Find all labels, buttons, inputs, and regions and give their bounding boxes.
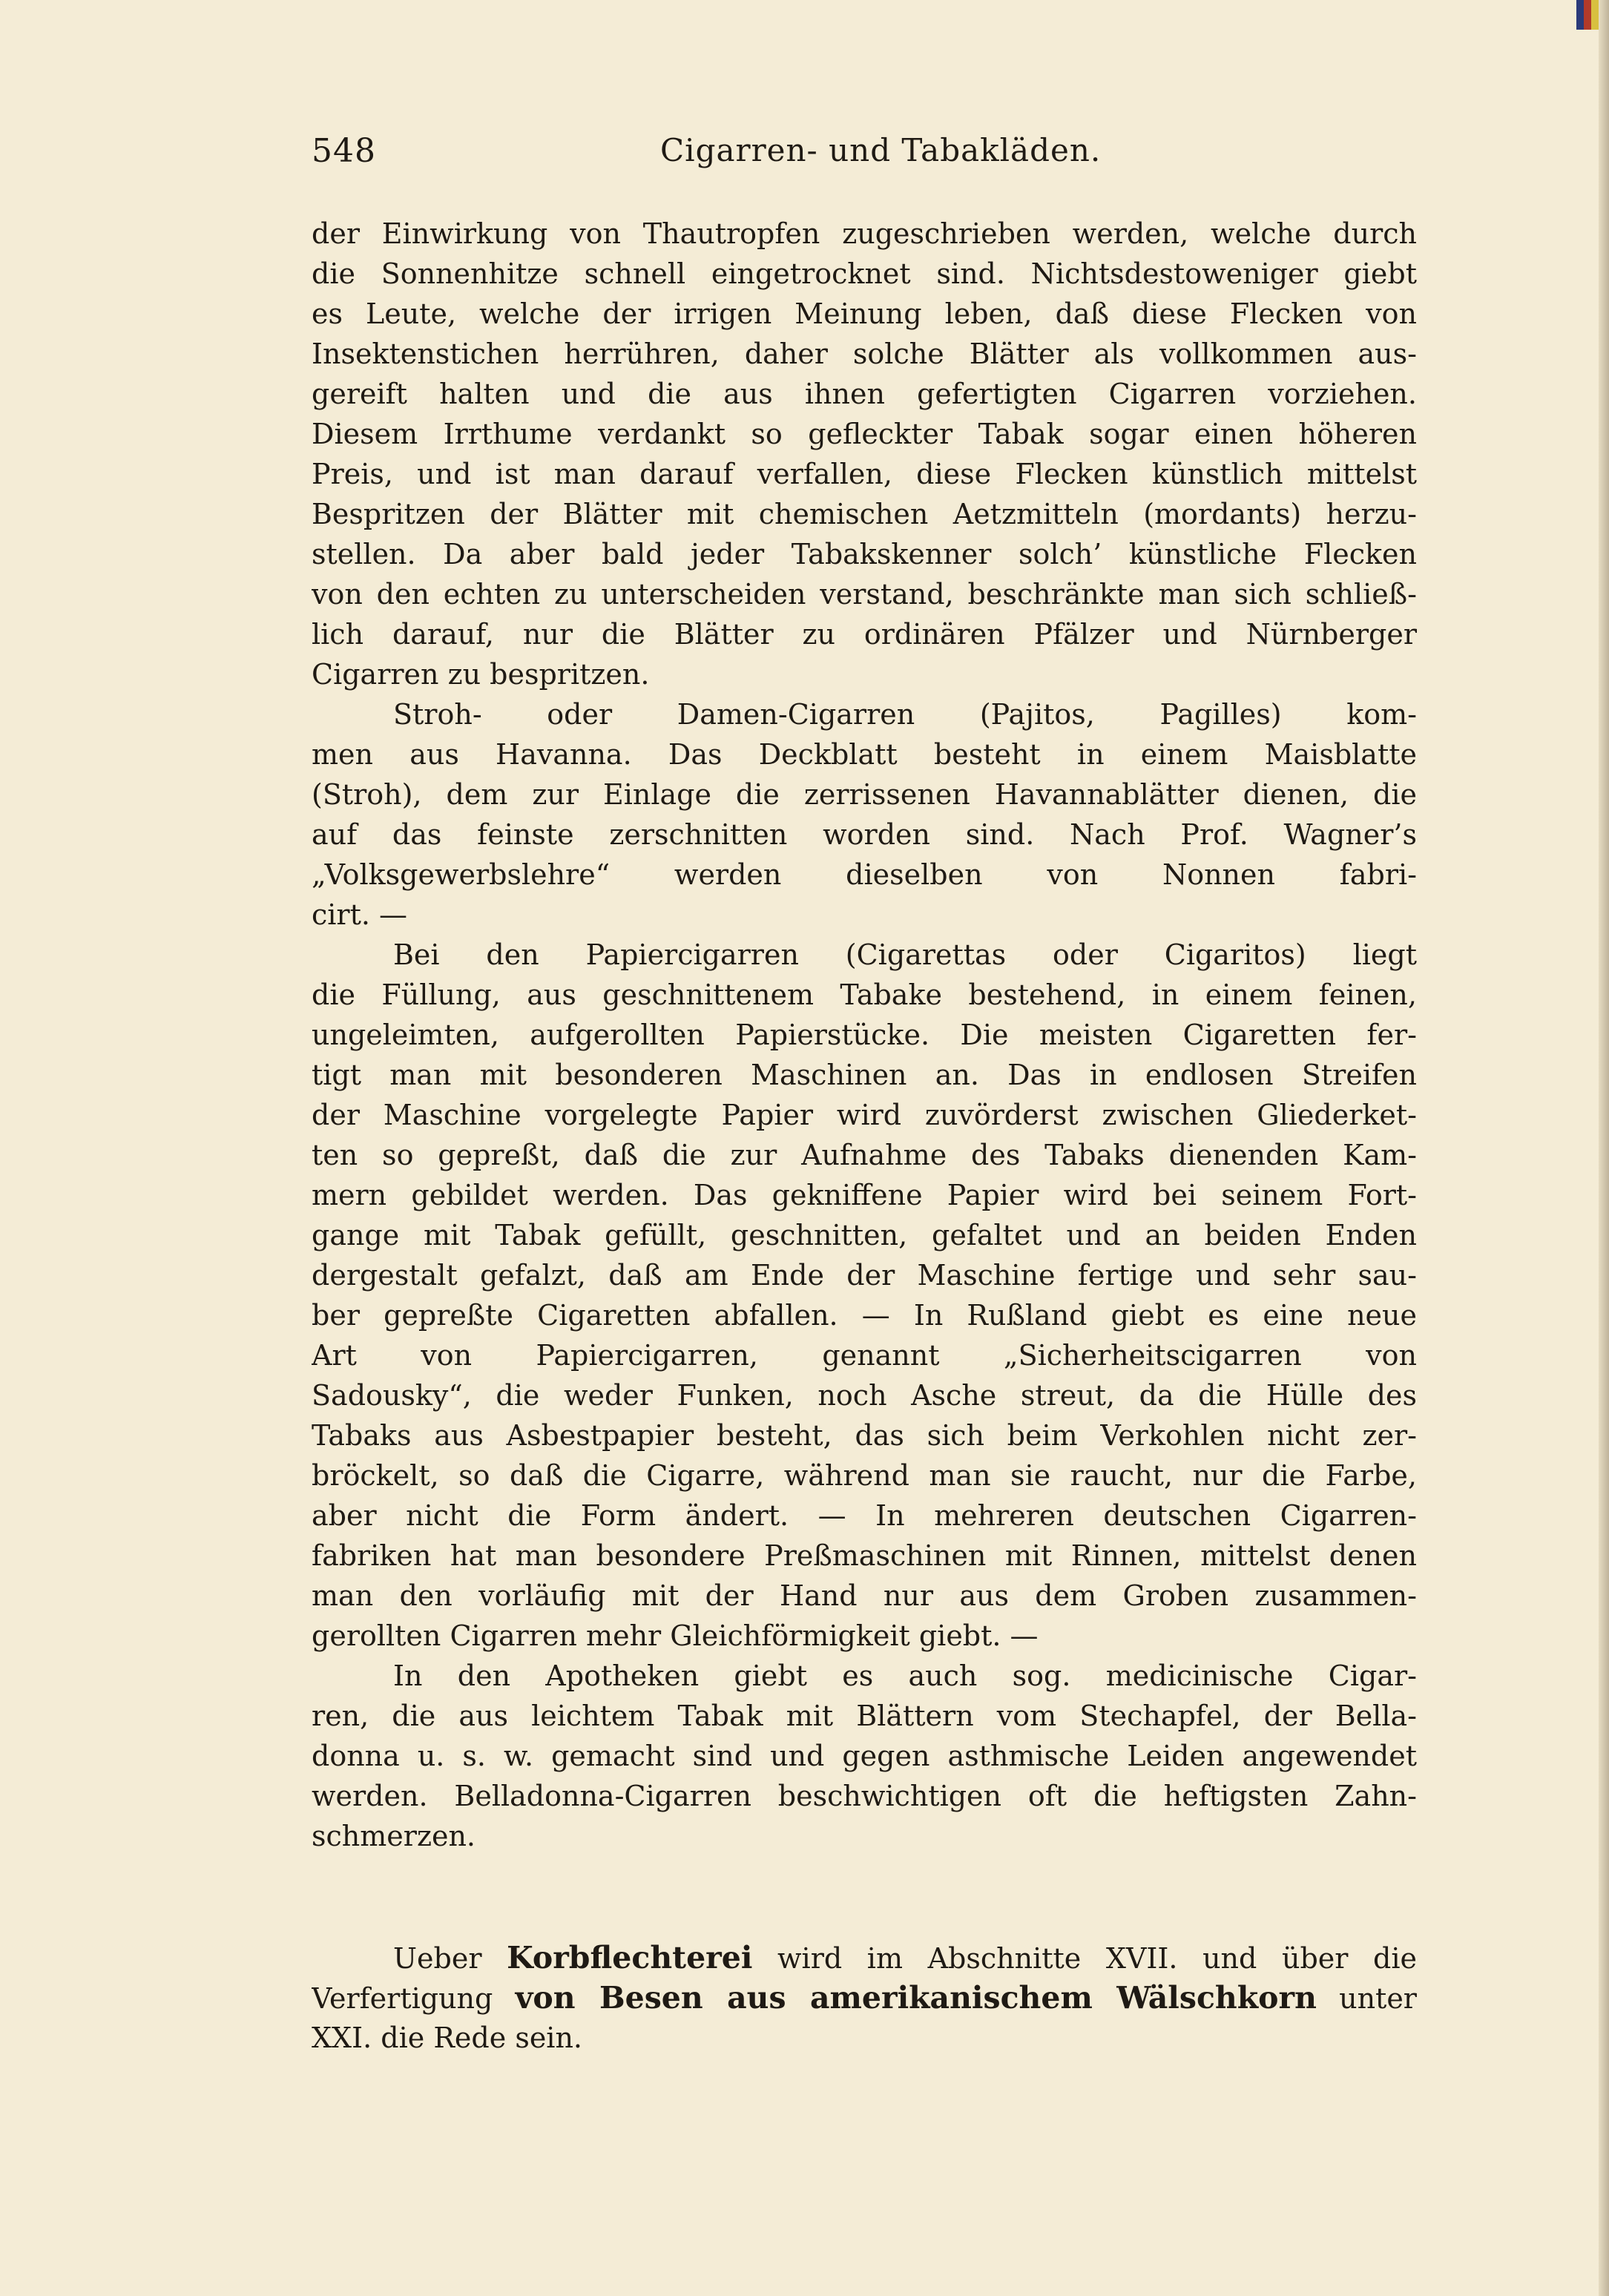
text-line: man den vorläufig mit der Hand nur aus dem Groben zusammen- <box>312 1579 1417 1612</box>
text-line: dergestalt gefalzt, daß am Ende der Maschine fertige und sehr sau- <box>312 1259 1417 1292</box>
note-line <box>312 1938 1417 1978</box>
note-text: wird im Abschnitte XVII. und über die <box>752 1942 1417 1975</box>
text-line: werden. Belladonna-Cigarren beschwichtigen oft die heftigsten Zahn- <box>312 1780 1417 1812</box>
note-emphasis: Korbflechterei <box>507 1940 753 1976</box>
text-line: Bei den Papiercigarren (Cigarettas oder Cigaritos) liegt <box>393 938 1417 971</box>
text-line: ber gepreßte Cigaretten abfallen. — In Rußland giebt es eine neue <box>312 1299 1417 1332</box>
text-line: fabriken hat man besondere Preßmaschinen mit Rinnen, mittelst denen <box>312 1539 1417 1572</box>
text-line: Cigarren zu bespritzen. <box>312 658 650 691</box>
body-text <box>312 214 1417 2058</box>
text-line: von den echten zu unterscheiden verstand, beschränkte man sich schließ- <box>312 578 1417 611</box>
text-line: es Leute, welche der irrigen Meinung leben, daß diese Flecken von <box>312 297 1417 330</box>
paragraph <box>312 214 1417 694</box>
text-line: (Stroh), dem zur Einlage die zerrissenen Havannablätter dienen, die <box>312 778 1417 811</box>
text-line: ren, die aus leichtem Tabak mit Blättern vom Stechapfel, der Bella- <box>312 1700 1417 1732</box>
text-line: Art von Papiercigarren, genannt „Sicherheitscigarren von <box>312 1339 1417 1372</box>
text-line: Bespritzen der Blätter mit chemischen Aetzmitteln (mordants) herzu- <box>312 498 1417 530</box>
note-line <box>312 1978 1417 2018</box>
paragraph <box>312 935 1417 1656</box>
text-line: Stroh- oder Damen-Cigarren (Pajitos, Pagilles) kom- <box>393 698 1417 731</box>
text-line: Preis, und ist man darauf verfallen, diese Flecken künstlich mittelst <box>312 458 1417 490</box>
text-line: cirt. — <box>312 898 408 931</box>
color-calibration-bar <box>1576 0 1599 30</box>
page-edge <box>1599 0 1609 2296</box>
text-line: In den Apotheken giebt es auch sog. medicinische Cigar- <box>393 1659 1417 1692</box>
text-line: donna u. s. w. gemacht sind und gegen asthmische Leiden angewendet <box>312 1740 1417 1772</box>
note-text: Verfertigung <box>312 1982 516 2015</box>
text-line: lich darauf, nur die Blätter zu ordinären Pfälzer und Nürnberger <box>312 618 1417 651</box>
note-text: Ueber <box>393 1942 507 1975</box>
paragraph <box>312 1656 1417 1856</box>
text-line: Tabaks aus Asbestpapier besteht, das sich beim Verkohlen nicht zer- <box>312 1419 1417 1452</box>
page-header <box>312 132 1417 184</box>
text-line: gereift halten und die aus ihnen gefertigten Cigarren vorziehen. <box>312 378 1417 410</box>
note-line: XXI. die Rede sein. <box>312 2022 583 2054</box>
section-gap <box>312 1856 1417 1938</box>
text-line: auf das feinste zerschnitten worden sind. Nach Prof. Wagner’s <box>312 818 1417 851</box>
text-line: die Füllung, aus geschnittenem Tabake bestehend, in einem feinen, <box>312 978 1417 1011</box>
page-number: 548 <box>312 132 376 170</box>
text-line: men aus Havanna. Das Deckblatt besteht in einem Maisblatte <box>312 738 1417 771</box>
text-line: mern gebildet werden. Das gekniffene Papier wird bei seinem Fort- <box>312 1179 1417 1211</box>
text-line: tigt man mit besonderen Maschinen an. Das in endlosen Streifen <box>312 1059 1417 1091</box>
text-line: stellen. Da aber bald jeder Tabakskenner solch’ künstliche Flecken <box>312 538 1417 570</box>
paragraph <box>312 694 1417 935</box>
text-line: Diesem Irrthume verdankt so gefleckter Tabak sogar einen höheren <box>312 418 1417 450</box>
text-line: bröckelt, so daß die Cigarre, während man sie raucht, nur die Farbe, <box>312 1459 1417 1492</box>
text-line: Sadousky“, die weder Funken, noch Asche streut, da die Hülle des <box>312 1379 1417 1412</box>
text-line: der Maschine vorgelegte Papier wird zuvörderst zwischen Gliederket- <box>312 1099 1417 1131</box>
running-title: Cigarren- und Tabakläden. <box>660 132 1102 168</box>
cross-reference-note <box>312 1938 1417 2058</box>
text-line: gange mit Tabak gefüllt, geschnitten, gefaltet und an beiden Enden <box>312 1219 1417 1251</box>
text-line: schmerzen. <box>312 1820 476 1852</box>
text-line: „Volksgewerbslehre“ werden dieselben von Nonnen fabri- <box>312 858 1417 891</box>
text-line: gerollten Cigarren mehr Gleichförmigkeit giebt. — <box>312 1619 1039 1652</box>
text-line: Insektenstichen herrühren, daher solche Blätter als vollkommen aus- <box>312 338 1417 370</box>
text-line: die Sonnenhitze schnell eingetrocknet sind. Nichtsdestoweniger giebt <box>312 257 1417 290</box>
note-text: unter <box>1316 1982 1417 2015</box>
text-line: aber nicht die Form ändert. — In mehreren deutschen Cigarren- <box>312 1499 1417 1532</box>
text-line: ten so gepreßt, daß die zur Aufnahme des Tabaks dienenden Kam- <box>312 1139 1417 1171</box>
note-emphasis: von Besen aus amerikanischem Wälschkorn <box>515 1980 1317 2016</box>
text-line: der Einwirkung von Thautropfen zugeschrieben werden, welche durch <box>312 217 1417 250</box>
text-line: ungeleimten, aufgerollten Papierstücke. Die meisten Cigaretten fer- <box>312 1019 1417 1051</box>
